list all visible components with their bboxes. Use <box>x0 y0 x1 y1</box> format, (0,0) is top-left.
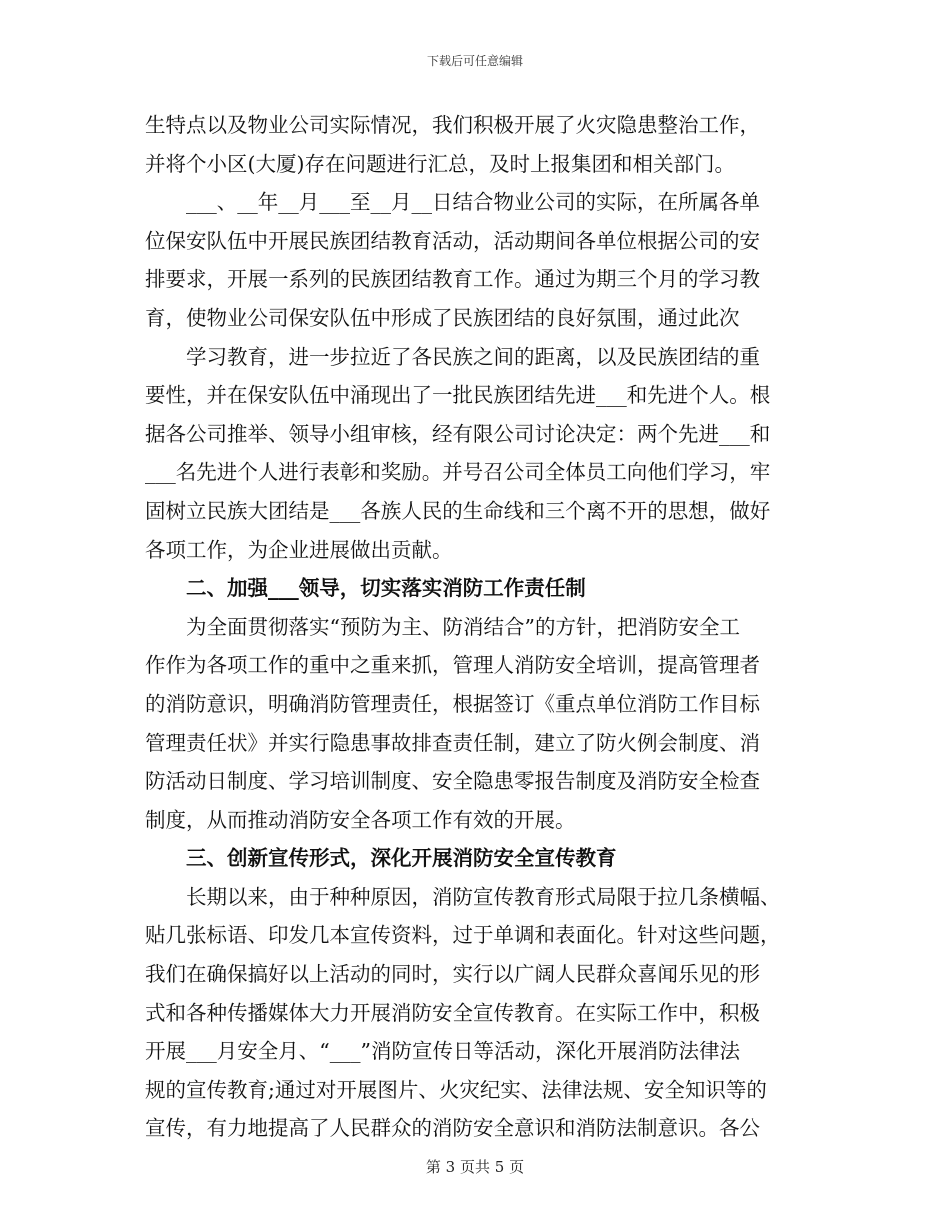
paragraph-line: 位保安队伍中开展民族团结教育活动，活动期间各单位根据公司的安 <box>145 228 760 253</box>
paragraph-line: 固树立民族大团结是___各族人民的生命线和三个离不开的思想，做好 <box>145 498 771 523</box>
paragraph-line: 生特点以及物业公司实际情况，我们积极开展了火灾隐患整治工作， <box>145 113 760 137</box>
paragraph-line: 式和各种传播媒体大力开展消防安全宣传教育。在实际工作中，积极 <box>145 1000 760 1025</box>
paragraph-line: 制度，从而推动消防安全各项工作有效的开展。 <box>145 807 576 832</box>
page-header: 下载后可任意编辑 <box>426 54 523 68</box>
paragraph-line: 开展___月安全月、“___”消防宣传日等活动，深化开展消防法律法 <box>145 1039 740 1064</box>
paragraph-line: 贴几张标语、印发几本宣传资料，过于单调和表面化。针对这些问题， <box>145 923 781 948</box>
page-footer: 第 3 页共 5 页 <box>425 1158 525 1176</box>
section-heading: 三、创新宣传形式，深化开展消防安全宣传教育 <box>186 846 617 871</box>
paragraph-line: 作作为各项工作的重中之重来抓，管理人消防安全培训，提高管理者 <box>145 653 760 678</box>
paragraph-line: 要性，并在保安队伍中涌现出了一批民族团结先进___和先进个人。根 <box>145 383 771 408</box>
paragraph-line: 排要求，开展一系列的民族团结教育工作。通过为期三个月的学习教 <box>145 267 760 292</box>
section-heading: 二、加强___领导，切实落实消防工作责任制 <box>186 576 586 601</box>
paragraph-line: 长期以来，由于种种原因，消防宣传教育形式局限于拉几条横幅、 <box>186 884 781 909</box>
paragraph-line: 各项工作，为企业进展做出贡献。 <box>145 537 453 562</box>
paragraph-line: ___、__年__月___至__月__日结合物业公司的实际，在所属各单 <box>186 190 760 215</box>
paragraph-line: 规的宣传教育;通过对开展图片、火灾纪实、法律法规、安全知识等的 <box>145 1077 767 1102</box>
paragraph-line: 管理责任状》并实行隐患事故排查责任制，建立了防火例会制度、消 <box>145 730 760 755</box>
paragraph-line: 为全面贯彻落实“预防为主、防消结合”的方针，把消防安全工 <box>186 614 740 639</box>
paragraph-line: 的消防意识，明确消防管理责任，根据签订《重点单位消防工作目标 <box>145 691 760 716</box>
paragraph-line: 并将个小区(大厦)存在问题进行汇总，及时上报集团和相关部门。 <box>145 151 735 176</box>
paragraph-line: 宣传，有力地提高了人民群众的消防安全意识和消防法制意识。各公 <box>145 1116 760 1141</box>
paragraph-line: 我们在确保搞好以上活动的同时，实行以广阔人民群众喜闻乐见的形 <box>145 962 760 987</box>
paragraph-line: 防活动日制度、学习培训制度、安全隐患零报告制度及消防安全检查 <box>145 769 760 794</box>
paragraph-line: ___名先进个人进行表彰和奖励。并号召公司全体员工向他们学习，牢 <box>145 460 771 485</box>
paragraph-line: 据各公司推举、领导小组审核，经有限公司讨论决定：两个先进___和 <box>145 421 771 446</box>
document-body <box>145 106 810 1148</box>
paragraph-line: 育，使物业公司保安队伍中形成了民族团结的良好氛围，通过此次 <box>145 305 740 330</box>
paragraph-line: 学习教育，进一步拉近了各民族之间的距离，以及民族团结的重 <box>186 344 760 369</box>
